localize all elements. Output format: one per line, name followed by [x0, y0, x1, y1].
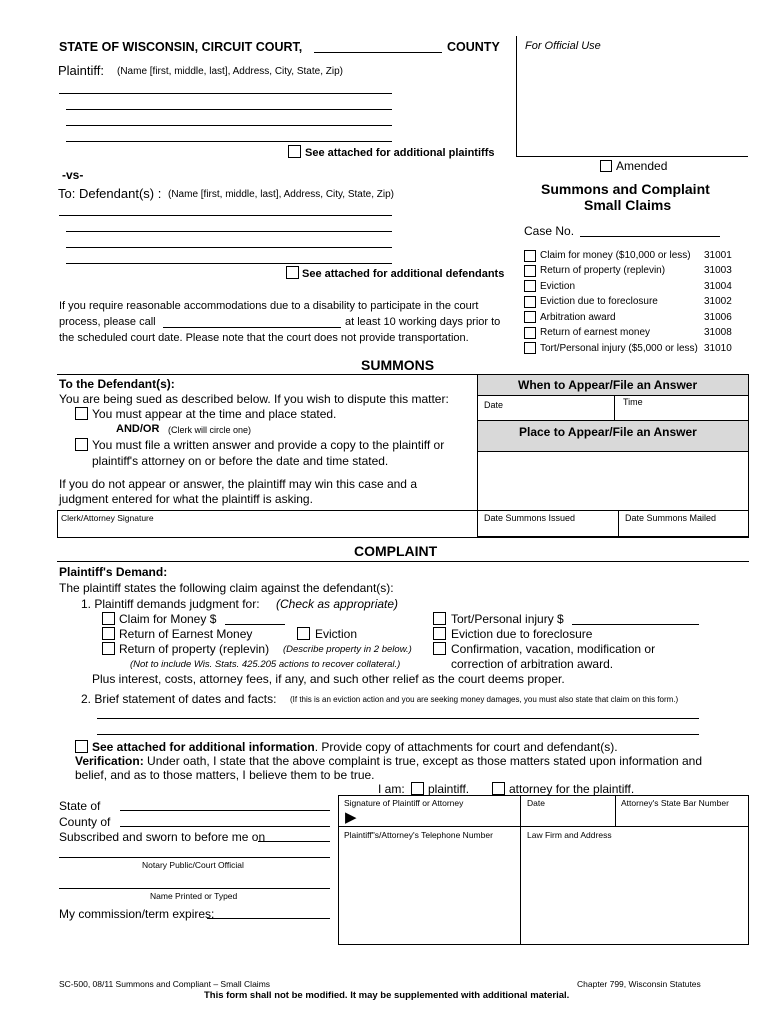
defendant-line-2[interactable] [66, 231, 392, 232]
defendant-name-hint: (Name [first, middle, last], Address, City, State, Zip) [168, 189, 394, 200]
verification-line-1 [75, 754, 702, 768]
notary-public-label: Notary Public/Court Official [142, 860, 244, 870]
tort-label: Tort/Personal injury $ [451, 612, 564, 626]
attorney-role-label: attorney for the plaintiff. [509, 782, 635, 796]
claim-type-code: 31001 [704, 250, 732, 261]
appear-date-label[interactable]: Date [484, 400, 504, 410]
sign-here-arrow-icon: ▶ [345, 809, 357, 826]
claim-type-code: 31002 [704, 296, 732, 307]
form-id: SC-500, 08/11 Summons and Compliant – Small Claims [59, 979, 271, 989]
facts-line-1[interactable] [97, 718, 699, 719]
signature-date-field[interactable]: Date [527, 798, 545, 808]
verification-line-2: belief, and as to those matters, I believe them to be true. [75, 768, 375, 782]
attorney-role-checkbox[interactable] [492, 782, 505, 795]
official-use-border [516, 36, 517, 156]
when-divider [477, 395, 749, 396]
additional-info-rest: . Provide copy of attachments for court and defendant(s). [314, 740, 618, 754]
summons-sig-divider [618, 510, 619, 537]
case-no-field[interactable] [580, 236, 720, 237]
being-sued-text: You are being sued as described below. If you wish to dispute this matter: [59, 392, 449, 406]
earnest-money-label: Return of Earnest Money [119, 627, 253, 641]
county-of-label: County of [59, 815, 111, 829]
claim-type-checkbox[interactable] [524, 296, 536, 308]
plaintiff-line-1[interactable] [59, 93, 392, 94]
claim-type-label: Arbitration award [540, 312, 616, 323]
facts-line-2[interactable] [97, 734, 699, 735]
additional-defendants-checkbox[interactable] [286, 266, 299, 279]
defendant-line-4[interactable] [66, 263, 392, 264]
earnest-money-checkbox[interactable] [102, 627, 115, 640]
clerk-signature-field[interactable]: Clerk/Attorney Signature [61, 513, 154, 523]
eviction-label: Eviction [315, 627, 358, 641]
additional-info-checkbox[interactable] [75, 740, 88, 753]
claim-statement: The plaintiff states the following claim against the defendant(s): [59, 581, 394, 595]
claim-money-checkbox[interactable] [102, 612, 115, 625]
claim-type-checkbox[interactable] [524, 327, 536, 339]
case-no-label: Case No. [524, 224, 575, 238]
official-use-bottom [516, 156, 748, 157]
item-2-note: (If this is an eviction action and you are seeking money damages, you must also state that claim on this form.) [290, 695, 679, 704]
accommodation-line-3: the scheduled court date. Please note that the court does not provide transportation. [59, 332, 469, 344]
name-printed-line[interactable] [59, 888, 330, 889]
state-of-field[interactable] [120, 810, 330, 811]
arbitration-checkbox[interactable] [433, 642, 446, 655]
replevin-note: (Describe property in 2 below.) [283, 644, 412, 655]
arbitration-label-1: Confirmation, vacation, modification or [451, 642, 656, 656]
plaintiff-role-checkbox[interactable] [411, 782, 424, 795]
plaintiff-line-2[interactable] [66, 109, 392, 110]
answer-option-line-1: You must file a written answer and provide a copy to the plaintiff or [92, 438, 445, 452]
replevin-checkbox[interactable] [102, 642, 115, 655]
state-of-label: State of [59, 799, 101, 813]
accommodation-line-2b: at least 10 working days prior to [345, 316, 501, 328]
form-title-line-1: Summons and Complaint [541, 181, 710, 197]
claim-type-checkbox[interactable] [524, 265, 536, 277]
place-field[interactable] [478, 452, 748, 510]
eviction-foreclosure-checkbox[interactable] [433, 627, 446, 640]
verification-text: Under oath, I state that the above complaint is true, except as those matters stated upon information and [147, 754, 703, 768]
signature-box [338, 795, 749, 945]
defendant-label: To: Defendant(s) : [58, 186, 162, 201]
plus-interest-text: Plus interest, costs, attorney fees, if any, and such other relief as the court deems proper. [92, 672, 565, 686]
claim-money-amount[interactable] [225, 624, 285, 625]
county-name-field[interactable] [314, 52, 442, 53]
county-label: COUNTY [447, 40, 500, 54]
commission-label: My commission/term expires: [59, 907, 215, 921]
additional-info-bold: See attached for additional information [92, 740, 315, 754]
claim-type-checkbox[interactable] [524, 342, 536, 354]
claim-type-checkbox[interactable] [524, 311, 536, 323]
accommodation-phone-field[interactable] [163, 327, 341, 328]
date-mailed-field[interactable]: Date Summons Mailed [625, 513, 717, 523]
claim-type-label: Return of earnest money [540, 327, 651, 338]
modification-notice: This form shall not be modified. It may be supplemented with additional material. [204, 990, 570, 1001]
additional-plaintiffs-checkbox[interactable] [288, 145, 301, 158]
amended-checkbox[interactable] [600, 160, 612, 172]
date-time-divider [614, 395, 615, 420]
subscribed-date-field[interactable] [258, 841, 330, 842]
claim-type-checkbox[interactable] [524, 250, 536, 262]
summons-sig-left [57, 510, 58, 537]
claim-type-code: 31004 [704, 281, 732, 292]
warning-line-2: judgment entered for what the plaintiff is asking. [59, 492, 313, 506]
tort-checkbox[interactable] [433, 612, 446, 625]
replevin-label: Return of property (replevin) [119, 642, 270, 656]
form-title-line-2: Small Claims [584, 197, 672, 213]
claim-type-code: 31008 [704, 327, 732, 338]
answer-option-line-2: plaintiff's attorney on or before the date and time stated. [92, 454, 389, 468]
additional-info-text [92, 740, 618, 754]
commission-field[interactable] [207, 918, 330, 919]
claim-money-label: Claim for Money $ [119, 612, 217, 626]
claim-type-code: 31010 [704, 343, 732, 354]
answer-checkbox[interactable] [75, 438, 88, 451]
check-appropriate-note: (Check as appropriate) [276, 597, 399, 611]
telephone-field[interactable]: Plaintiff"s/Attorney's Telephone Number [344, 830, 493, 840]
item-1-label: 1. Plaintiff demands judgment for: [81, 597, 260, 611]
bar-number-field[interactable]: Attorney's State Bar Number [621, 798, 729, 808]
plaintiff-label: Plaintiff: [58, 63, 105, 78]
accommodation-line-1: If you require reasonable accommodations due to a disability to participate in the court [59, 300, 479, 312]
appear-option-label: You must appear at the time and place stated. [92, 407, 337, 421]
plaintiff-role-label: plaintiff. [428, 782, 470, 796]
county-of-field[interactable] [120, 826, 330, 827]
complaint-divider [57, 561, 749, 562]
date-issued-field[interactable]: Date Summons Issued [484, 513, 576, 523]
clerk-circle-note: (Clerk will circle one) [168, 425, 252, 435]
defendant-line-1[interactable] [59, 215, 392, 216]
claim-type-code: 31006 [704, 312, 732, 323]
plaintiff-demand-label: Plaintiff's Demand: [59, 565, 168, 579]
claim-type-code: 31003 [704, 265, 732, 276]
summons-sig-bottom [57, 537, 749, 538]
plaintiff-line-3[interactable] [66, 125, 392, 126]
summons-sig-top [57, 510, 749, 511]
state-court-label: STATE OF WISCONSIN, CIRCUIT COURT, [59, 40, 303, 54]
to-defendant-label: To the Defendant(s): [59, 377, 175, 391]
tort-amount[interactable] [572, 624, 699, 625]
plaintiff-signature-field[interactable]: Signature of Plaintiff or Attorney [344, 798, 464, 808]
summons-heading: SUMMONS [361, 357, 435, 373]
plaintiff-line-4[interactable] [66, 141, 392, 142]
claim-type-label: Eviction [540, 281, 576, 292]
complaint-heading: COMPLAINT [354, 543, 438, 559]
collateral-note: (Not to include Wis. Stats. 425.205 actions to recover collateral.) [130, 659, 401, 670]
claim-type-label: Return of property (replevin) [540, 265, 666, 276]
appear-checkbox[interactable] [75, 407, 88, 420]
law-firm-field[interactable]: Law Firm and Address [527, 830, 612, 840]
arbitration-label-2: correction of arbitration award. [451, 657, 614, 671]
claim-type-label: Claim for money ($10,000 or less) [540, 250, 691, 261]
accommodation-line-2a: process, please call [59, 316, 156, 328]
signature-col-divider [520, 795, 521, 945]
amended-label: Amended [616, 159, 668, 173]
subscribed-label: Subscribed and sworn to before me on [59, 830, 266, 844]
eviction-checkbox[interactable] [297, 627, 310, 640]
i-am-label: I am: [378, 782, 405, 796]
official-use-label: For Official Use [525, 40, 601, 52]
place-header: Place to Appear/File an Answer [519, 425, 697, 439]
claim-type-label: Eviction due to foreclosure [540, 296, 658, 307]
eviction-foreclosure-label: Eviction due to foreclosure [451, 627, 593, 641]
versus-label: -vs- [62, 168, 84, 182]
claim-type-checkbox[interactable] [524, 280, 536, 292]
plaintiff-name-hint: (Name [first, middle, last], Address, City, State, Zip) [117, 66, 343, 77]
and-or-label: AND/OR [116, 423, 160, 435]
claim-type-label: Tort/Personal injury ($5,000 or less) [540, 343, 698, 354]
warning-line-1: If you do not appear or answer, the plaintiff may win this case and a [59, 477, 417, 491]
appear-time-label[interactable]: Time [623, 397, 643, 407]
notary-signature-line[interactable] [59, 857, 330, 858]
signature-date-divider [615, 795, 616, 826]
when-header: When to Appear/File an Answer [518, 378, 698, 392]
statute-reference: Chapter 799, Wisconsin Statutes [577, 979, 701, 989]
item-2-label: 2. Brief statement of dates and facts: [81, 692, 277, 706]
name-printed-label: Name Printed or Typed [150, 891, 238, 901]
signature-row-divider [338, 826, 749, 827]
defendant-line-3[interactable] [66, 247, 392, 248]
place-top-divider [477, 420, 749, 421]
additional-defendants-label: See attached for additional defendants [302, 268, 505, 280]
verification-label: Verification: [75, 754, 144, 768]
additional-plaintiffs-label: See attached for additional plaintiffs [305, 147, 495, 159]
